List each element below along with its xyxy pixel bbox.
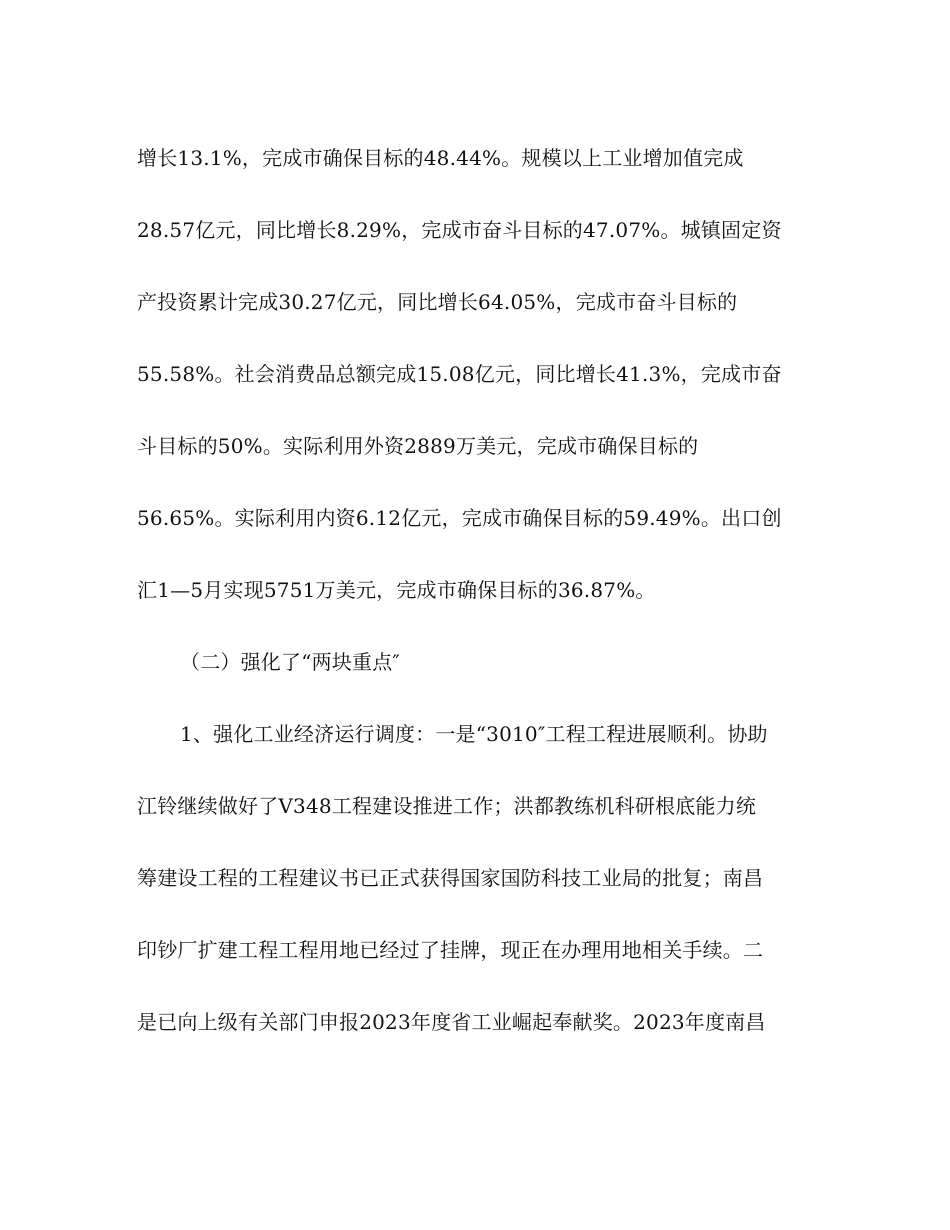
paragraph-line: 28.57亿元，同比增长8.29%，完成市奋斗目标的47.07%。城镇固定资 (137, 218, 782, 242)
paragraph-line: 汇1—5月实现5751万美元，完成市确保目标的36.87%。 (137, 578, 656, 602)
paragraph-line: 55.58%。社会消费品总额完成15.08亿元，同比增长41.3%，完成市奋 (137, 362, 782, 386)
paragraph-line: 产投资累计完成30.27亿元，同比增长64.05%，完成市奋斗目标的 (137, 290, 738, 314)
paragraph-line: 1、强化工业经济运行调度：一是“3010″工程工程进展顺利。协助 (180, 722, 768, 746)
paragraph-line: 是已向上级有关部门申报2023年度省工业崛起奉献奖。2023年度南昌 (137, 1010, 766, 1034)
paragraph-line: 筹建设工程的工程建议书已正式获得国家国防科技工业局的批复；南昌 (137, 866, 764, 890)
paragraph-line: 增长13.1%，完成市确保目标的48.44%。规模以上工业增加值完成 (137, 146, 744, 170)
paragraph-line: 江铃继续做好了V348工程建设推进工作；洪都教练机科研根底能力统 (137, 794, 757, 818)
paragraph-line: 56.65%。实际利用内资6.12亿元，完成市确保目标的59.49%。出口创 (137, 506, 782, 530)
paragraph-line: 印钞厂扩建工程工程用地已经过了挂牌，现正在办理用地相关手续。二 (137, 938, 764, 962)
section-heading: （二）强化了“两块重点″ (180, 650, 401, 674)
paragraph-line: 斗目标的50%。实际利用外资2889万美元，完成市确保目标的 (137, 434, 699, 458)
